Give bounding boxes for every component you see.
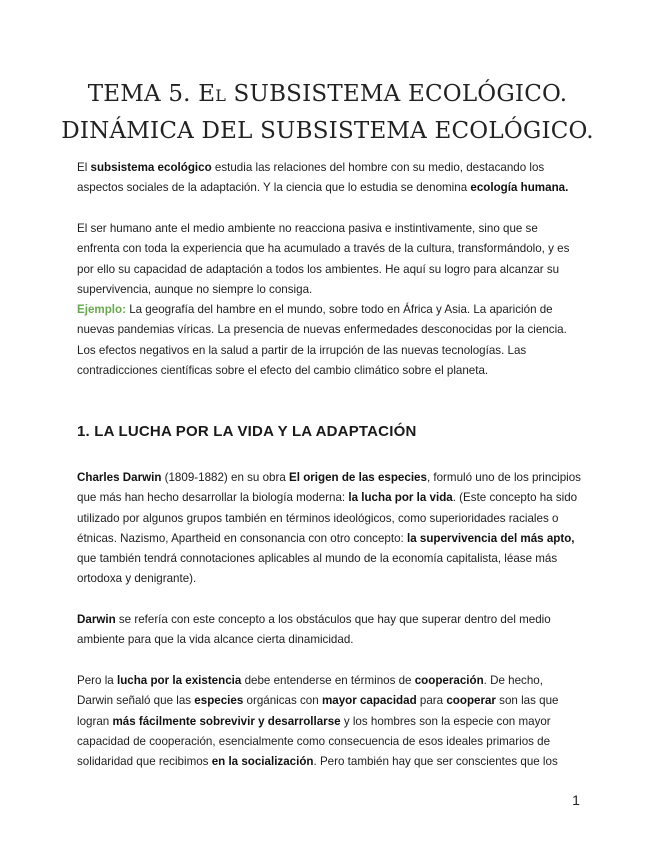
bold-term: lucha por la existencia: [116, 674, 242, 687]
bold-term: subsistema ecológico: [90, 161, 212, 174]
text-run: El ser humano ante el medio ambiente no reacciona pasiva e instintivamente, sino que se enfrenta con toda la experiencia que ha acumulado a través de la cultura, transformándolo, y es por ello su capacidad de adaptación a todos los ambientes. He aquí su logro para alcanzar su supervivencia, aunque no siempre lo consiga.: [77, 222, 570, 296]
obstacles-paragraph: [77, 610, 582, 651]
bold-term: El origen de las especies: [289, 471, 427, 484]
text-run: para: [416, 694, 447, 708]
text-run: son las que logran: [77, 694, 559, 728]
section-heading: 1. LA LUCHA POR LA VIDA Y LA ADAPTACIÓN: [77, 423, 417, 440]
human-environment-paragraph: [77, 219, 582, 381]
text-run: La geografía del hambre en el mundo, sobre todo en África y Asia. La aparición de nuevas pandemias víricas. La presencia de nuevas enfermedades desconocidas por la ciencia. Los efectos negativos en la salud a partir de la irrupción de las nuevas tecnologías. Las contradicciones científicas sobre el efecto del cambio climático sobre el planeta.: [77, 303, 567, 378]
bold-term: mayor capacidad: [321, 694, 417, 708]
bold-term: la supervivencia del más apto,: [406, 531, 575, 545]
page-number: 1: [572, 792, 580, 808]
bold-term: la lucha por la vida: [348, 491, 453, 505]
text-run: y los hombres son la especie con mayor capacidad de cooperación, esencialmente como consecuencia de esos ideales primarios de solidaridad que recibimos: [77, 714, 551, 769]
bold-term: cooperación: [414, 674, 484, 687]
page-title: TEMA 5. El SUBSISTEMA ECOLÓGICO. DINÁMICA DEL SUBSISTEMA ECOLÓGICO.: [61, 81, 594, 144]
bold-term: más fácilmente sobrevivir y desarrollarse: [112, 714, 341, 728]
text-run: . De hecho, Darwin señaló que las: [77, 674, 543, 708]
bold-term: en la socialización: [211, 755, 314, 769]
text-run: se refería con este concepto a los obstáculos que hay que superar dentro del medio ambiente para que la vida alcance cierta dinamicidad.: [77, 613, 551, 647]
text-run: Pero la: [77, 674, 117, 687]
bold-term: Charles Darwin: [77, 471, 162, 484]
intro-paragraph: [77, 158, 582, 199]
example-label: Ejemplo:: [77, 303, 126, 317]
text-run: que también tendrá connotaciones aplicables al mundo de la economía capitalista, léase más ortodoxa y denigrante).: [77, 552, 558, 586]
text-run: (1809-1882) en su obra: [161, 471, 290, 484]
darwin-paragraph: [77, 468, 582, 590]
text-run: . (Este concepto ha sido utilizado por algunos grupos también en términos ideológicos, como superioridades raciales o étnicas. Nazismo, Apartheid en consonancia con otro concepto:: [77, 491, 578, 545]
text-run: , formuló uno de los principios que más han hecho desarrollar la biología moderna:: [77, 471, 581, 505]
bold-term: Darwin: [77, 613, 116, 626]
text-run: orgánicas con: [243, 694, 322, 708]
bold-term: especies: [194, 694, 244, 708]
bold-term: ecología humana.: [470, 181, 569, 195]
text-run: debe entenderse en términos de: [241, 674, 415, 687]
bold-term: cooperar: [446, 694, 496, 708]
cooperation-paragraph: [77, 671, 582, 772]
text-run: estudia las relaciones del hombre con su medio, destacando los aspectos sociales de la adaptación. Y la ciencia que lo estudia se denomina: [77, 161, 545, 195]
text-run: El: [77, 161, 91, 174]
text-run: . Pero también hay que ser conscientes que los: [313, 755, 558, 769]
